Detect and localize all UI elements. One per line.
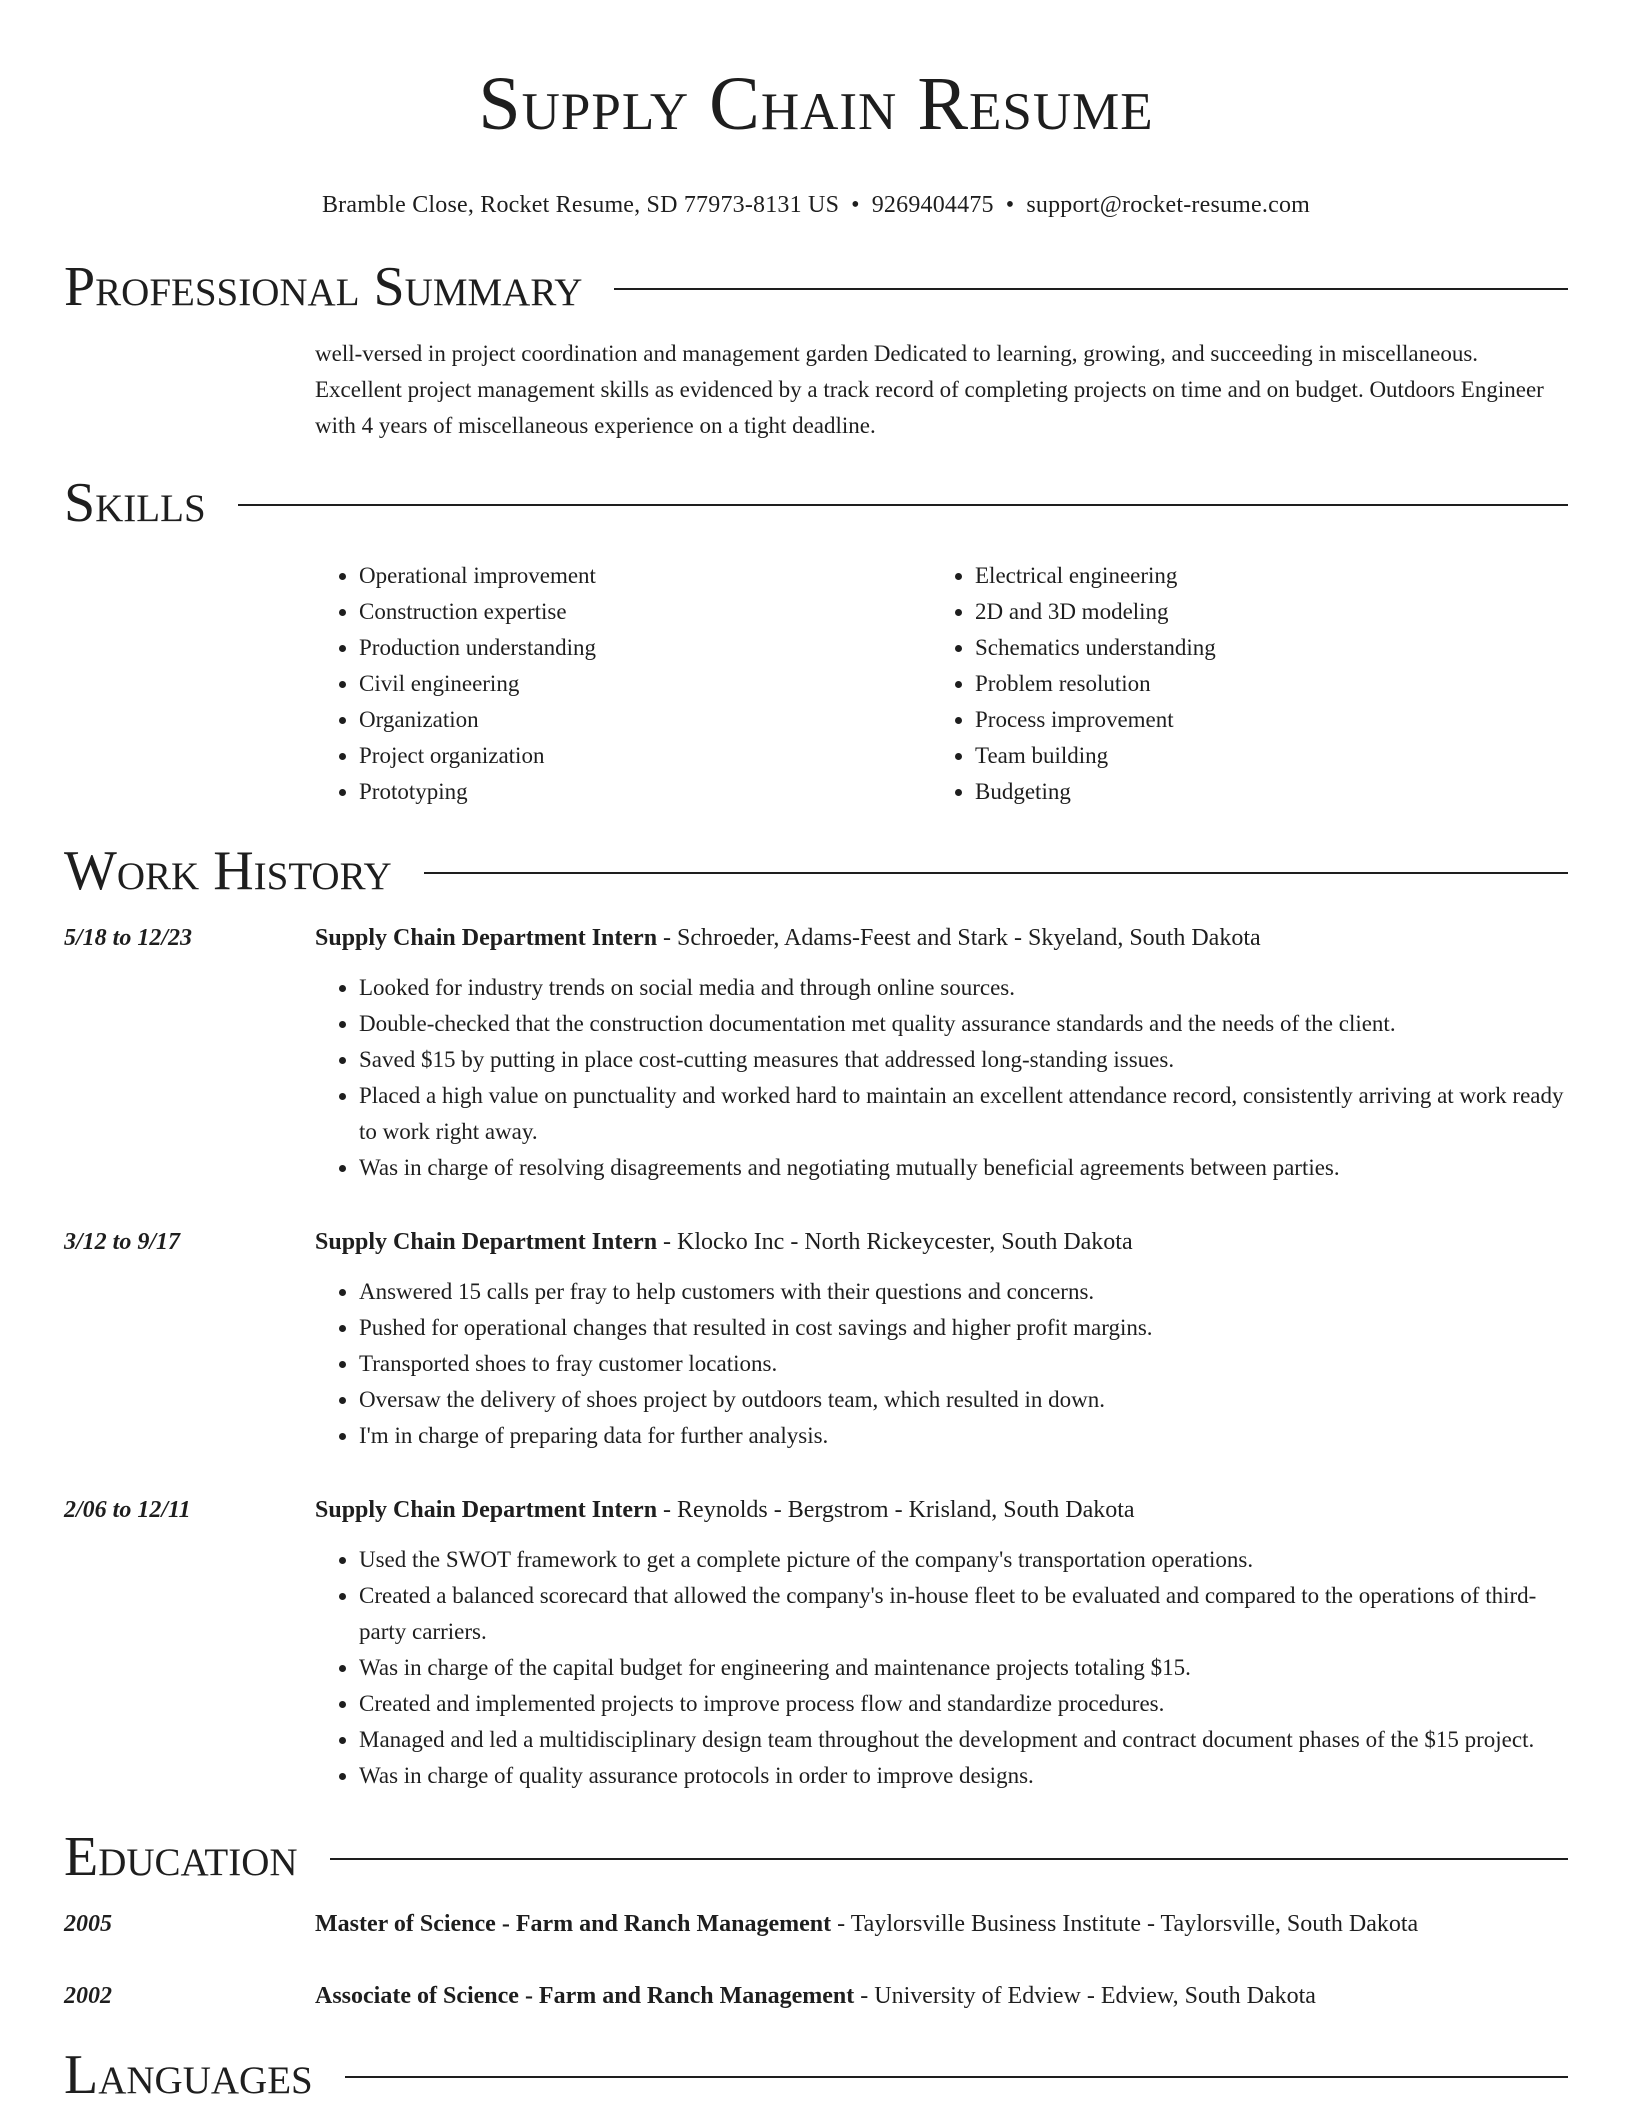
skill-item: • Prototyping [359, 774, 931, 810]
languages-section-title: Languages [64, 2044, 313, 2106]
education-school: - Taylorsville Business Institute - Taylorsville, South Dakota [831, 1911, 1419, 1937]
job-role: Supply Chain Department Intern [315, 1497, 658, 1523]
education-year: 2005 [64, 1911, 112, 1937]
job-company: - Reynolds - Bergstrom - Krisland, South Dakota [657, 1497, 1135, 1523]
education-degree: Associate of Science - Farm and Ranch Management [315, 1983, 855, 2009]
work-section-header [64, 838, 1568, 904]
languages-section-header [64, 2042, 1568, 2108]
job-bullet: • Placed a high value on punctuality and worked hard to maintain an excellent attendance record, consistently arriving at work ready to work right away. [359, 1078, 1568, 1150]
skill-item: • Construction expertise [359, 594, 931, 630]
job-bullet: • Created and implemented projects to improve process flow and standardize procedures. [359, 1686, 1568, 1722]
job-details [315, 1492, 1568, 1794]
resume-name: Supply Chain Resume [478, 62, 1154, 146]
contact-phone: 9269404475 [871, 192, 994, 218]
job-details [315, 920, 1568, 1186]
skill-item: • Organization [359, 702, 931, 738]
job-bullet: • Was in charge of the capital budget for engineering and maintenance projects totaling $15. [359, 1650, 1568, 1686]
education-year: 2002 [64, 1983, 112, 2009]
contact-separator: • [851, 192, 860, 218]
job-bullet: • Double-checked that the construction documentation met quality assurance standards and the needs of the client. [359, 1006, 1568, 1042]
job-entry [64, 1492, 1568, 1794]
job-bullet: • Was in charge of quality assurance protocols in order to improve designs. [359, 1758, 1568, 1794]
skill-item: • Electrical engineering [975, 558, 1547, 594]
skills-section-title: Skills [64, 472, 206, 534]
job-bullet: • Looked for industry trends on social media and through online sources. [359, 970, 1568, 1006]
job-bullet: • Created a balanced scorecard that allowed the company's in-house fleet to be evaluated and compared to the operations of third-party carriers. [359, 1578, 1568, 1650]
section-divider [614, 288, 1568, 290]
contact-address: Bramble Close, Rocket Resume, SD 77973-8131 US [321, 192, 840, 218]
education-entry [64, 1978, 1568, 2014]
job-company: - Schroeder, Adams-Feest and Stark - Skyeland, South Dakota [657, 925, 1261, 951]
job-bullet: • Pushed for operational changes that resulted in cost savings and higher profit margins. [359, 1310, 1568, 1346]
job-bullet: • Answered 15 calls per fray to help customers with their questions and concerns. [359, 1274, 1568, 1310]
job-role: Supply Chain Department Intern [315, 1229, 658, 1255]
skill-item: • Process improvement [975, 702, 1547, 738]
summary-section-header [64, 254, 1568, 320]
job-company: - Klocko Inc - North Rickeycester, South Dakota [657, 1229, 1133, 1255]
skill-item: • Team building [975, 738, 1547, 774]
education-details [315, 1906, 1568, 1942]
skills-section-header [64, 470, 1568, 536]
skill-item: • Schematics understanding [975, 630, 1547, 666]
education-school: - University of Edview - Edview, South Dakota [854, 1983, 1316, 2009]
job-dates: 5/18 to 12/23 [64, 925, 193, 951]
skills-column-right [931, 558, 1547, 810]
skill-item: • Problem resolution [975, 666, 1547, 702]
skill-item: • Project organization [359, 738, 931, 774]
job-bullet: • Managed and led a multidisciplinary design team throughout the development and contract document phases of the $15 project. [359, 1722, 1568, 1758]
education-details [315, 1978, 1568, 2014]
job-bullets [315, 1542, 1568, 1794]
job-bullet: • Transported shoes to fray customer locations. [359, 1346, 1568, 1382]
skill-item: • Production understanding [359, 630, 931, 666]
job-bullet: • Was in charge of resolving disagreements and negotiating mutually beneficial agreements between parties. [359, 1150, 1568, 1186]
job-entry [64, 1224, 1568, 1454]
summary-text: well-versed in project coordination and management garden Dedicated to learning, growing, and succeeding in miscellaneous. Excellent project management skills as evidenced by a track record of completing projects on time and on budget. Outdoors Engineer with 4 years of miscellaneous experience on a tight deadline. [315, 341, 1544, 438]
section-divider [424, 872, 1568, 874]
work-section-title: Work History [64, 840, 392, 902]
skills-list [315, 558, 1568, 810]
job-dates: 3/12 to 9/17 [64, 1229, 181, 1255]
job-bullet: • I'm in charge of preparing data for further analysis. [359, 1418, 1568, 1454]
skills-column-left [315, 558, 931, 810]
section-divider [330, 1858, 1568, 1860]
job-title-line [315, 1224, 1568, 1260]
job-title-line [315, 920, 1568, 956]
section-divider [238, 504, 1568, 506]
job-bullet: • Saved $15 by putting in place cost-cutting measures that addressed long-standing issues. [359, 1042, 1568, 1078]
summary-section-title: Professional Summary [64, 256, 583, 318]
contact-line [64, 190, 1568, 220]
education-section-header [64, 1824, 1568, 1890]
job-title-line [315, 1492, 1568, 1528]
job-details [315, 1224, 1568, 1454]
contact-separator: • [1005, 192, 1015, 218]
job-dates: 2/06 to 12/11 [64, 1497, 191, 1523]
skill-item: • Budgeting [975, 774, 1547, 810]
section-divider [345, 2076, 1568, 2078]
education-degree: Master of Science - Farm and Ranch Management [315, 1911, 832, 1937]
resume-page [64, 0, 1568, 2108]
skill-item: • 2D and 3D modeling [975, 594, 1547, 630]
job-role: Supply Chain Department Intern [315, 925, 658, 951]
job-bullet: • Oversaw the delivery of shoes project by outdoors team, which resulted in down. [359, 1382, 1568, 1418]
education-entry [64, 1906, 1568, 1942]
contact-email: support@rocket-resume.com [1026, 192, 1311, 218]
job-bullet: • Used the SWOT framework to get a complete picture of the company's transportation operations. [359, 1542, 1568, 1578]
education-section-title: Education [64, 1826, 298, 1888]
job-bullets [315, 1274, 1568, 1454]
skill-item: • Operational improvement [359, 558, 931, 594]
job-entry [64, 920, 1568, 1186]
skill-item: • Civil engineering [359, 666, 931, 702]
job-bullets [315, 970, 1568, 1186]
